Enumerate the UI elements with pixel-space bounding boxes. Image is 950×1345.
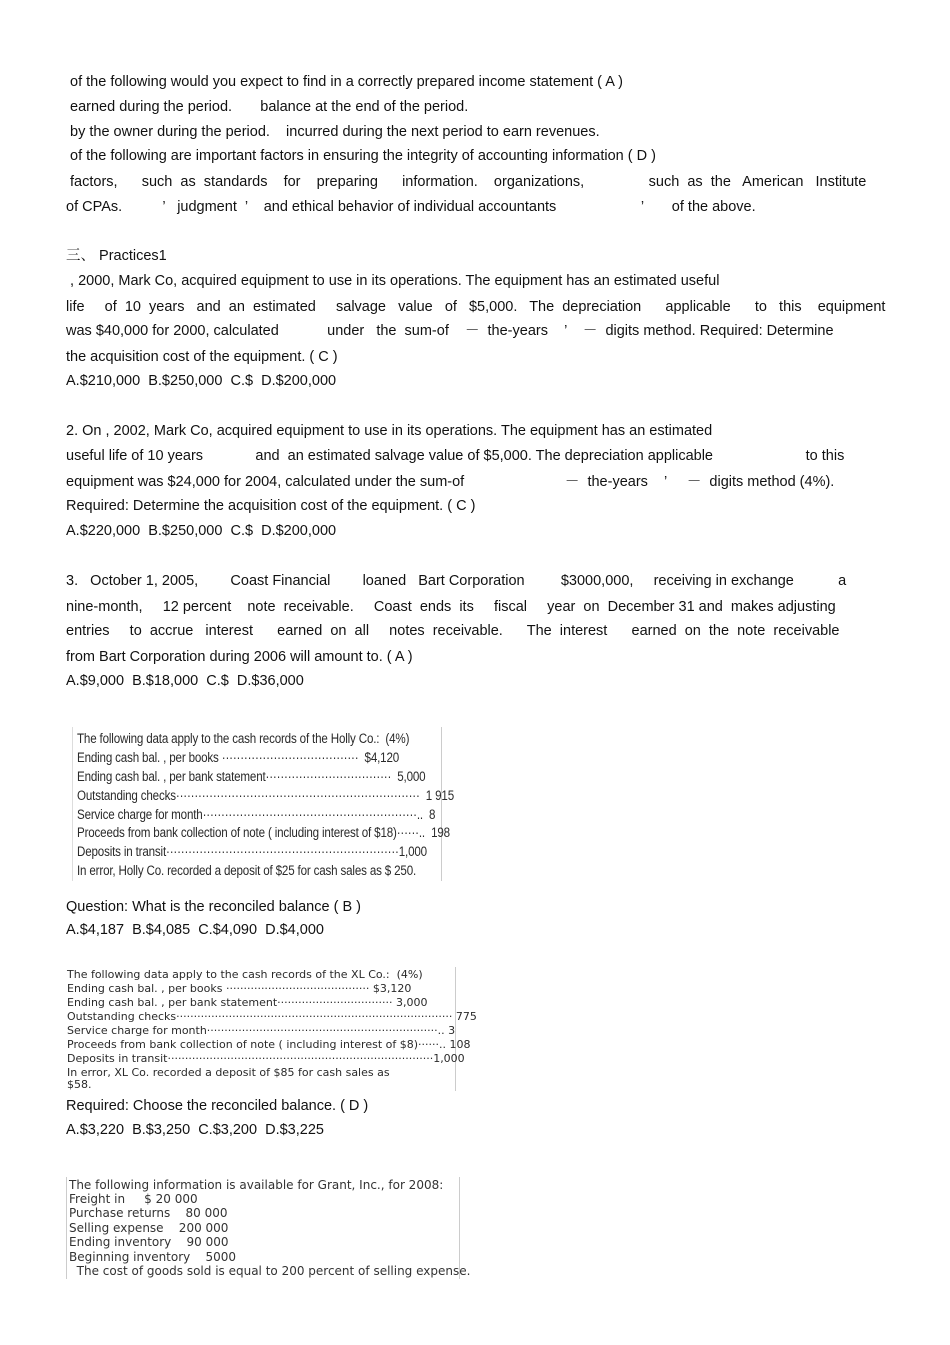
answer-options: A.$3,220 B.$3,250 C.$3,200 D.$3,225 bbox=[66, 1122, 324, 1138]
text-line: of the following are important factors in ensuring the integrity of accounting information ( D ) bbox=[66, 148, 656, 164]
image-text-line: Freight in $ 20 000 bbox=[69, 1192, 198, 1206]
image-text-line: Proceeds from bank collection of note ( including interest of $8)······.. 108 bbox=[67, 1038, 471, 1051]
text-line: entries to accrue interest earned on all notes receivable. The interest earned on the note receivable bbox=[66, 623, 840, 639]
xl-cash-data-image bbox=[65, 967, 477, 1091]
text-line: the acquisition cost of the equipment. ( C ) bbox=[66, 349, 338, 365]
text-line: of CPAs. ’ judgment ’ and ethical behavior of individual accountants ’ of the above. bbox=[66, 199, 756, 215]
question-line: Required: Choose the reconciled balance. ( D ) bbox=[66, 1098, 369, 1114]
text-line: 2. On , 2002, Mark Co, acquired equipment to use in its operations. The equipment has an estimated bbox=[66, 423, 713, 439]
image-text-line: In error, Holly Co. recorded a deposit of $25 for cash sales as $ 250. bbox=[77, 863, 417, 878]
text-line: , 2000, Mark Co, acquired equipment to use in its operations. The equipment has an estimated useful bbox=[66, 273, 720, 289]
holly-cash-data-image bbox=[72, 727, 455, 881]
image-text-line: Service charge for month··································································.. 3 bbox=[67, 1024, 456, 1037]
image-text-line: Ending cash bal. , per bank statement································· 3,000 bbox=[67, 996, 428, 1009]
text-line: was $40,000 for 2000, calculated under the sum-of － the-years ’ － digits method. Required: Determine bbox=[66, 323, 834, 339]
grant-info-image bbox=[66, 1177, 471, 1279]
image-text-line: Ending inventory 90 000 bbox=[69, 1235, 229, 1249]
text-line: of the following would you expect to find in a correctly prepared income statement ( A ) bbox=[66, 74, 623, 90]
image-text-line: The following data apply to the cash records of the XL Co.: (4%) bbox=[67, 968, 423, 981]
image-text-line: Selling expense 200 000 bbox=[69, 1221, 229, 1235]
image-text-line: The following data apply to the cash records of the Holly Co.: (4%) bbox=[77, 731, 410, 746]
text-line: factors, such as standards for preparing information. organizations, such as the American Institute bbox=[66, 174, 867, 190]
image-text-line: Deposits in transit·······························································1,000 bbox=[77, 844, 427, 859]
image-text-line: Ending cash bal. , per books ····································· $4,120 bbox=[77, 750, 400, 765]
answer-options: A.$210,000 B.$250,000 C.$ D.$200,000 bbox=[66, 373, 337, 389]
image-text-line: The following information is available for Grant, Inc., for 2008: bbox=[69, 1178, 444, 1192]
text-line: earned during the period. balance at the end of the period. bbox=[66, 99, 469, 115]
text-line: Required: Determine the acquisition cost of the equipment. ( C ) bbox=[66, 498, 476, 514]
image-text-line: Beginning inventory 5000 bbox=[69, 1250, 237, 1264]
image-text-line: Proceeds from bank collection of note ( including interest of $18)······.. 198 bbox=[77, 825, 450, 840]
answer-options: A.$4,187 B.$4,085 C.$4,090 D.$4,000 bbox=[66, 922, 324, 938]
question-line: Question: What is the reconciled balance ( B ) bbox=[66, 899, 361, 915]
text-line: life of 10 years and an estimated salvage value of $5,000. The depreciation applicable to this equipment bbox=[66, 299, 886, 315]
text-line: useful life of 10 years and an estimated salvage value of $5,000. The depreciation applicable to this bbox=[66, 448, 845, 464]
answer-options: A.$220,000 B.$250,000 C.$ D.$200,000 bbox=[66, 523, 337, 539]
image-text-line: Outstanding checks··············································································· 775 bbox=[67, 1010, 477, 1023]
text-line: from Bart Corporation during 2006 will amount to. ( A ) bbox=[66, 649, 413, 665]
section-heading: 三、 Practices1 bbox=[66, 248, 167, 264]
image-text-line: Ending cash bal. , per bank statement·································· 5,000 bbox=[77, 769, 426, 784]
image-text-line: Ending cash bal. , per books ········································· $3,120 bbox=[67, 982, 412, 995]
image-text-line: In error, XL Co. recorded a deposit of $85 for cash sales as bbox=[67, 1066, 390, 1079]
image-text-line: Service charge for month··························································.. 8 bbox=[77, 807, 436, 822]
text-line: equipment was $24,000 for 2004, calculated under the sum-of － the-years ’ － digits method (4%). bbox=[66, 474, 835, 490]
image-text-line: Purchase returns 80 000 bbox=[69, 1206, 228, 1220]
image-text-line: Deposits in transit············································································1,000 bbox=[67, 1052, 465, 1065]
image-text-line: The cost of goods sold is equal to 200 percent of selling expense. bbox=[69, 1264, 471, 1278]
text-line: nine-month, 12 percent note receivable. Coast ends its fiscal year on December 31 and makes adjusting bbox=[66, 599, 836, 615]
image-text-line: $58. bbox=[67, 1078, 92, 1091]
answer-options: A.$9,000 B.$18,000 C.$ D.$36,000 bbox=[66, 673, 304, 689]
image-text-line: Outstanding checks·································································· 1 915 bbox=[77, 788, 455, 803]
text-line: 3. October 1, 2005, Coast Financial loaned Bart Corporation $3000,000, receiving in exchange a bbox=[66, 573, 847, 589]
text-line: by the owner during the period. incurred during the next period to earn revenues. bbox=[66, 124, 600, 140]
